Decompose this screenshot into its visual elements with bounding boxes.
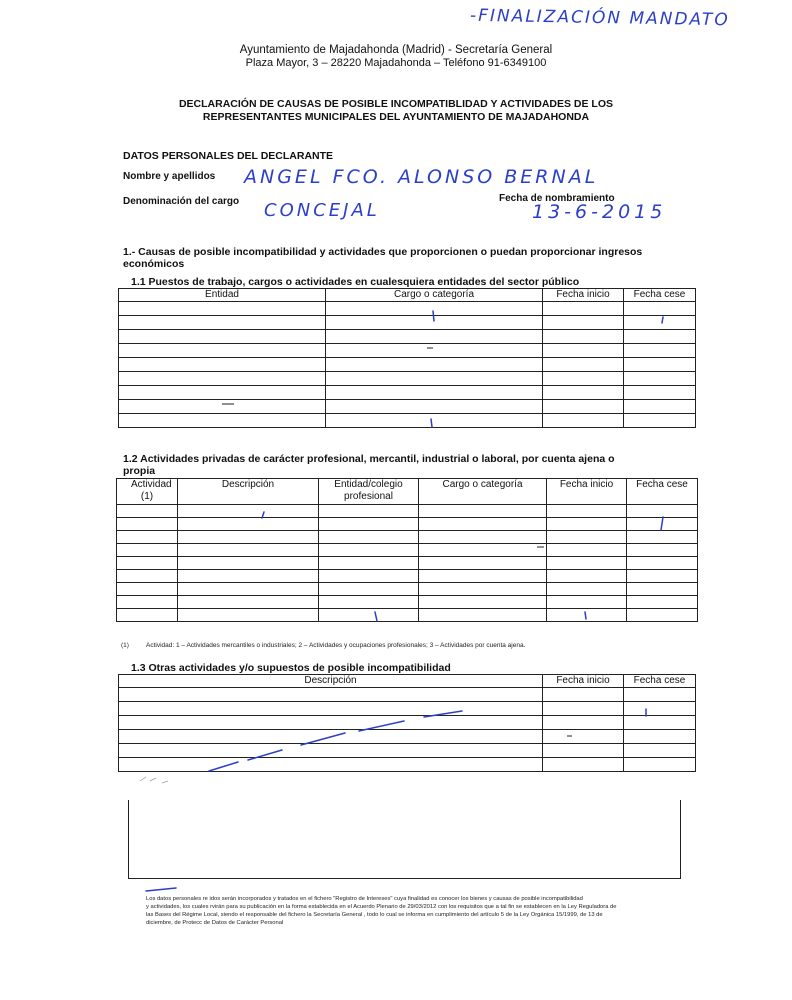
section-1-3-heading: 1.3 Otras actividades y/o supuestos de posible incompatibilidad <box>131 662 451 674</box>
footer-line-3: las Bases del Régime Local, siendo el responsable del fichero la Secretaría General , todo lo cual se informa en cumplimiento del artículo 5 de la Ley Orgánica 15/1999, de 13 de <box>146 912 603 918</box>
table-row[interactable] <box>119 730 696 744</box>
private-activities-table <box>116 478 698 622</box>
column-header-fecha-inicio: Fecha inicio <box>543 675 624 688</box>
cargo-value[interactable]: CONCEJAL <box>264 200 380 221</box>
table-row[interactable] <box>119 344 696 358</box>
header-line-2: Plaza Mayor, 3 – 28220 Majadahonda – Teléfono 91-6349100 <box>245 57 547 69</box>
section-1-2-heading-line-1: 1.2 Actividades privadas de carácter profesional, mercantil, industrial o laboral, por cuenta ajena o <box>123 453 615 465</box>
column-header-fecha-inicio: Fecha inicio <box>543 289 624 302</box>
column-header-cargo: Cargo o categoría <box>326 289 543 302</box>
table-row[interactable] <box>117 518 698 531</box>
table-row[interactable] <box>119 688 696 702</box>
section-1-1-heading: 1.1 Puestos de trabajo, cargos o actividades en cualesquiera entidades del sector público <box>131 276 580 288</box>
table-row[interactable] <box>117 544 698 557</box>
column-header-descripcion: Descripción <box>119 675 543 688</box>
table-row[interactable] <box>119 302 696 316</box>
table-row[interactable] <box>119 414 696 428</box>
table-row[interactable] <box>117 596 698 609</box>
document-title-line-1: DECLARACIÓN DE CAUSAS DE POSIBLE INCOMPATIBLIDAD Y ACTIVIDADES DE LOS <box>178 98 614 110</box>
table-row[interactable] <box>117 531 698 544</box>
column-header-entidad-colegio: Entidad/colegio profesional <box>319 479 419 505</box>
table-row[interactable] <box>117 609 698 622</box>
name-label: Nombre y apellidos <box>123 171 216 182</box>
footer-line-1: Los datos personales re idos serán incorporados y tratados en el fichero "Registro de Intereses" cuya finalidad es conocer los bienes y causas de posible incompatibilidad <box>146 896 583 902</box>
handwritten-annotation: -FINALIZACIÓN MANDATO <box>469 5 730 31</box>
column-header-fecha-inicio: Fecha inicio <box>547 479 627 505</box>
table-row[interactable] <box>119 716 696 730</box>
table-row[interactable] <box>117 557 698 570</box>
column-header-fecha-cese: Fecha cese <box>627 479 698 505</box>
table-row[interactable] <box>119 386 696 400</box>
signature-box[interactable] <box>128 800 681 879</box>
column-header-descripcion: Descripción <box>178 479 319 505</box>
column-header-cargo: Cargo o categoría <box>419 479 547 505</box>
faint-mark <box>140 777 168 783</box>
column-header-actividad: Actividad (1) <box>117 479 178 505</box>
cargo-label: Denominación del cargo <box>123 196 240 207</box>
table-row[interactable] <box>119 316 696 330</box>
table-row[interactable] <box>119 330 696 344</box>
document-title-line-2: REPRESENTANTES MUNICIPALES DEL AYUNTAMIENTO DE MAJADAHONDA <box>202 111 590 123</box>
table-row[interactable] <box>119 358 696 372</box>
table-row[interactable] <box>119 744 696 758</box>
section-1-2-heading-line-2: propia <box>123 465 156 477</box>
appointment-date-label: Fecha de nombramiento <box>499 193 615 204</box>
pen-mark <box>146 888 176 891</box>
column-header-fecha-cese: Fecha cese <box>624 675 696 688</box>
column-header-fecha-cese: Fecha cese <box>624 289 696 302</box>
name-value[interactable]: ANGEL FCO. ALONSO BERNAL <box>244 166 599 188</box>
section-1-heading-line-1: 1.- Causas de posible incompatibilidad y actividades que proporcionen o puedan proporcionar ingresos <box>123 246 643 258</box>
footnote-text: Actividad: 1 – Actividades mercantiles o industriales; 2 – Actividades y ocupaciones profesionales; 3 – Actividades por cuenta ajena. <box>146 642 526 649</box>
table-row[interactable] <box>117 570 698 583</box>
table-row[interactable] <box>119 758 696 772</box>
footnote-marker: (1) <box>121 642 129 649</box>
table-row[interactable] <box>117 505 698 518</box>
public-sector-table <box>118 288 696 428</box>
section-1-heading-line-2: económicos <box>123 258 185 270</box>
other-activities-table <box>118 674 696 772</box>
column-header-entidad: Entidad <box>119 289 326 302</box>
personal-data-heading: DATOS PERSONALES DEL DECLARANTE <box>123 150 334 162</box>
table-row[interactable] <box>119 400 696 414</box>
footer-line-4: diciembre, de Protecc de Datos de Carácter Personal <box>146 920 284 926</box>
table-row[interactable] <box>117 583 698 596</box>
footer-line-2: y actividades, los cuales rvirán para su publicación en la forma establecida en el Acuerdo Plenario de 29/03/2012 con los requisitos que a tal fin se establecen en la Ley Reguladora de <box>146 904 617 910</box>
table-row[interactable] <box>119 372 696 386</box>
header-line-1: Ayuntamiento de Majadahonda (Madrid) - Secretaría General <box>239 44 553 56</box>
appointment-date-value[interactable]: 13-6-2015 <box>532 201 667 223</box>
table-row[interactable] <box>119 702 696 716</box>
